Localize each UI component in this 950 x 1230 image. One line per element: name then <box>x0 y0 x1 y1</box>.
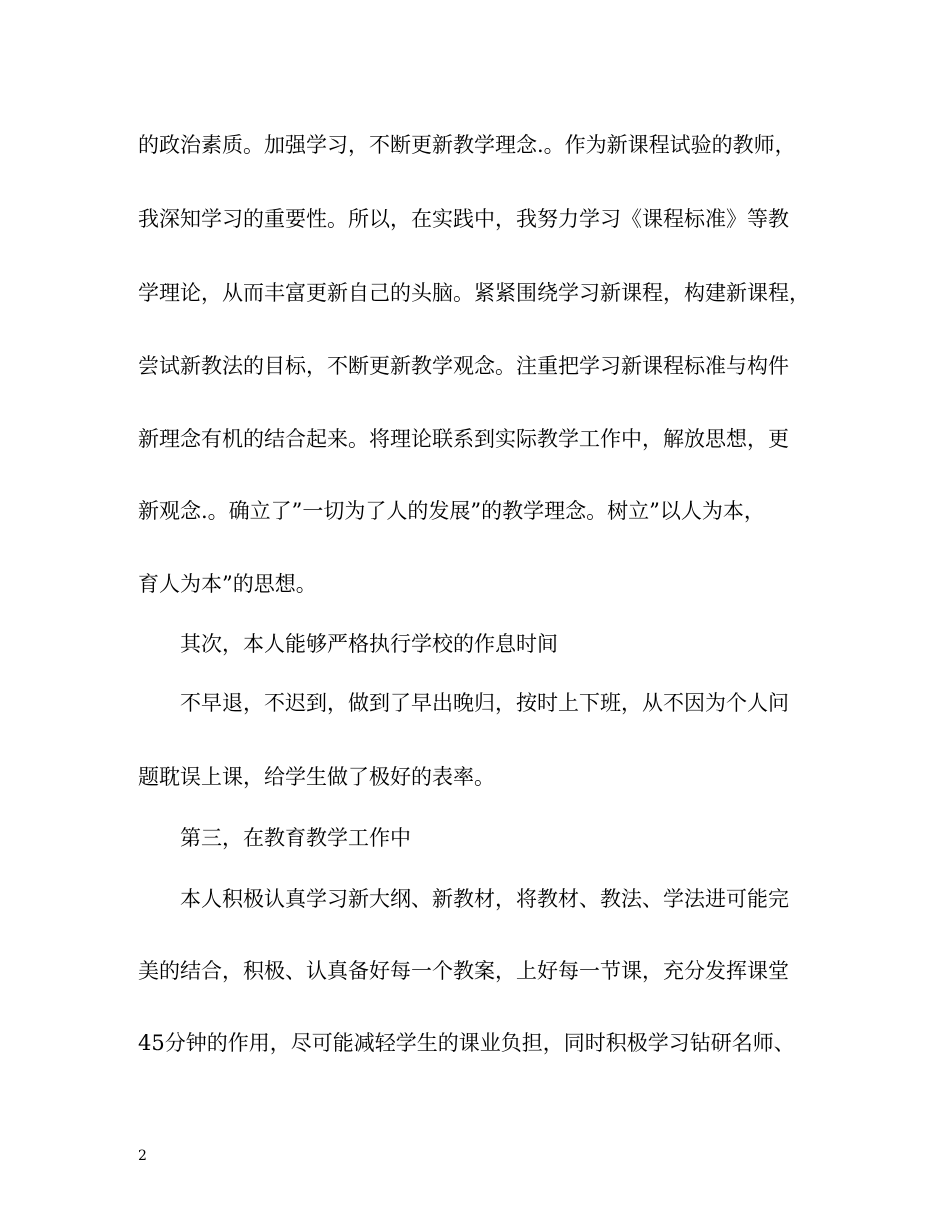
paragraph-line: 新理念有机的结合起来。将理论联系到实际教学工作中，解放思想，更 <box>138 427 789 451</box>
section-heading-line: 第三，在教育教学工作中 <box>180 826 411 850</box>
paragraph-line: 尝试新教法的目标，不断更新教学观念。注重把学习新课程标准与构件 <box>138 354 789 378</box>
paragraph-line: 的政治素质。加强学习，不断更新教学理念.。作为新课程试验的教师， <box>138 133 796 157</box>
paragraph-line: 本人积极认真学习新大纲、新教材，将教材、教法、学法进可能完 <box>180 887 789 911</box>
paragraph-line: 新观念.。确立了”一切为了人的发展”的教学理念。树立”以人为本， <box>138 499 765 523</box>
paragraph-line: 育人为本”的思想。 <box>138 572 317 596</box>
paragraph-line: 题耽误上课，给学生做了极好的表率。 <box>138 765 495 789</box>
paragraph-line: 我深知学习的重要性。所以，在实践中，我努力学习《课程标准》等教 <box>138 207 789 231</box>
paragraph-line: 不早退，不迟到，做到了早出晚归，按时上下班，从不因为个人问 <box>180 691 789 715</box>
paragraph-line: 45分钟的作用，尽可能减轻学生的课业负担，同时积极学习钻研名师、 <box>138 1031 795 1055</box>
paragraph-line: 学理论，从而丰富更新自己的头脑。紧紧围绕学习新课程，构建新课程， <box>138 281 810 305</box>
page-number: 2 <box>138 1148 147 1164</box>
section-heading-line: 其次，本人能够严格执行学校的作息时间 <box>180 632 558 656</box>
paragraph-line: 美的结合，积极、认真备好每一个教案，上好每一节课，充分发挥课堂 <box>138 959 789 983</box>
